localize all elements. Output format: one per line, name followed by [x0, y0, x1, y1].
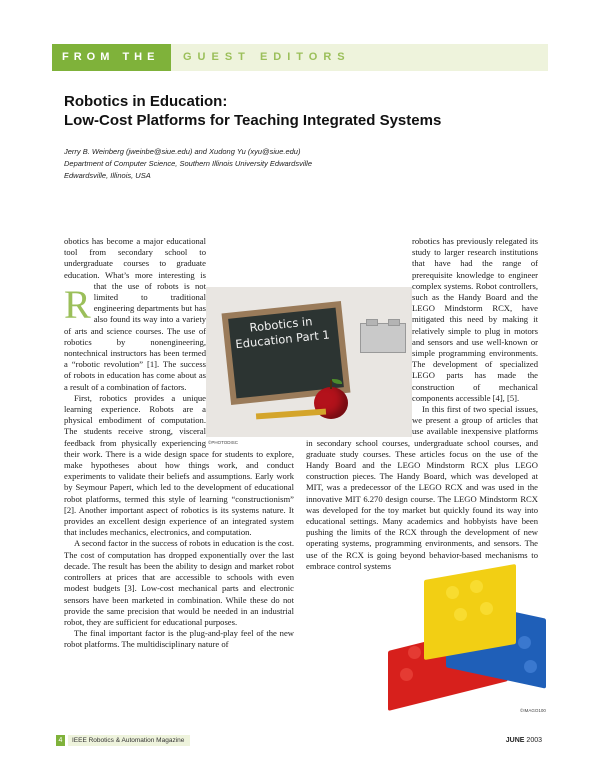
image2-credit: ©IMAGO100: [520, 708, 546, 713]
paragraph-2: First, robotics provides a unique learning experience. Robots are a physical embodiment of computation. The students receive strong, visceral feedback from physically experiencing their work. There is a wide design space for students to explore, make hypotheses about how things work, and conduct experiments to validate their beliefs and assumptions. Early work by Seymour Papert, which led to the development of educational robot platforms, termed this style of learning “constructionism” [2]. Another important aspect of robotics is its systems nature. It provides an excellent design experience of an integrated system that includes mechanics, electronics, and computation.: [64, 392, 294, 538]
banner-right: GUEST EDITORS: [171, 44, 548, 71]
lego-brick-icon: [360, 323, 406, 353]
chalkboard-image: [206, 287, 412, 437]
magazine-name: IEEE Robotics & Automation Magazine: [68, 735, 190, 746]
author-block: [64, 146, 524, 182]
issue-month: JUNE: [505, 737, 525, 744]
pencil-icon: [256, 409, 326, 420]
section-banner: [52, 44, 548, 71]
author-department: Department of Computer Science, Southern Illinois University Edwardsville: [64, 159, 313, 168]
banner-left: FROM THE: [52, 44, 171, 71]
paragraph-1: obotics has become a major educational tool from secondary school to undergraduate courses to graduate education. What’s more interesting is that the use of robots is not limited to traditional engineering departments but has also found its way into a variety of arts and science courses. The use of robotics by nonengineering, nontechnical instructors has been termed a “robotic revolution” [1]. The success of robots in education has come about as a result of a combination of factors.: [64, 236, 206, 392]
chalk-text: Robotics in Education Part 1: [234, 314, 331, 352]
issue-date: [506, 735, 542, 746]
paragraph-6: In this first of two special issues, we present a group of articles that use available inexpensive platforms in secondary school courses, undergraduate school courses, and graduate study courses. These articles focus on the use of the Handy Board and the LEGO Mindstorm RCX plus LEGO construction pieces. The Handy Board, which was developed at MIT, was a predecessor of the LEGO RCX and was used in the innovative MIT 6.270 design course. The LEGO Mindstorm RCX was developed for the toy market but quickly found its way into educational settings. Many academics and hobbyists have been pushing the limits of the RCX through the development of new operating systems, programming environments, and sensors. The use of the RCX is going beyond behavior-based mechanisms to embrace control systems: [306, 404, 538, 571]
author-names: Jerry B. Weinberg (jweinbe@siue.edu) and Xudong Yu (xyu@siue.edu): [64, 147, 301, 156]
page-number: 4: [56, 735, 65, 746]
title-line-1: Robotics in Education:: [64, 93, 228, 110]
issue-year: 2003: [526, 737, 542, 744]
image1-credit: ©PHOTODISC: [208, 440, 238, 445]
author-location: Edwardsville, Illinois, USA: [64, 171, 151, 180]
lego-bricks-image: [388, 556, 552, 706]
yellow-brick: [424, 564, 516, 660]
dropcap-letter: R: [64, 282, 91, 327]
paragraph-4: The final important factor is the plug-and-play feel of the new robot platforms. The multidisciplinary nature of: [64, 628, 294, 650]
paragraph-3: A second factor in the success of robots in education is the cost. The cost of computation has dropped exponentially over the last decade. The result has been the ability to design and market robot controllers at prices that are accessible to schools with even modest budgets [3]. Low-cost mechanical parts and electronic sensors have been marketed in combination. While these do not provide the same precision that would be needed in an industrial robot, they are sufficient for educational purposes.: [64, 538, 294, 627]
page-footer: [56, 735, 542, 749]
paragraph-5: robotics has previously relegated its study to larger research institutions that have had the range of prerequisite knowledge to engineer complex systems. Robot controllers, such as the Handy Board and the LEGO Mindstorm RCX, have mitigated this need by making it relatively simple to plug in motors and sensors and use well-known or simple programming environments. The development of specialized LEGO parts has made the construction of mechanical components accessible [4], [5].: [412, 236, 538, 403]
article-title: [64, 92, 524, 130]
title-line-2: Low-Cost Platforms for Teaching Integrated Systems: [64, 112, 442, 129]
